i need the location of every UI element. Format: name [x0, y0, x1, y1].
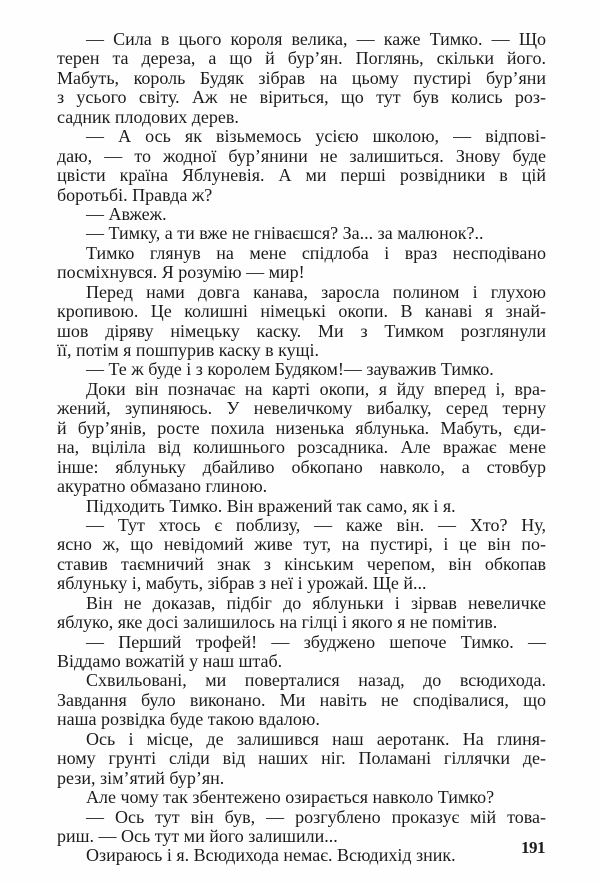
text-line: кропивою. Це колишні німецькі окопи. В канаві я знай-: [57, 301, 546, 322]
text-line: — Перший трофей! — збуджено шепоче Тимко. —: [86, 631, 546, 652]
body-text: [57, 30, 546, 866]
page-number: 191: [521, 838, 545, 857]
text-line: даю, — то жодної бур’янини не залишиться. Знову буде: [57, 145, 546, 166]
text-line: риш. — Ось тут ми його залишили...: [57, 825, 338, 846]
text-line: ному грунті сліди від наших ніг. Поламані гіллячки де-: [57, 748, 546, 769]
text-line: акуратно обмазано глиною.: [57, 476, 268, 497]
text-line: Завдання було виконано. Ми навіть не сподівалися, що: [57, 689, 546, 710]
text-line: з усього світу. Аж не віриться, що тут був колись роз-: [57, 87, 546, 108]
text-line: — Те ж буде і з королем Будяком!— зауважив Тимко.: [86, 359, 494, 380]
text-line: посміхнувся. Я розумію — мир!: [57, 262, 305, 283]
text-line: Перед нами довга канава, заросла полином і глухою: [86, 281, 546, 302]
text-line: терен та дереза, а що й бур’ян. Поглянь, скільки його.: [57, 48, 546, 69]
text-line: Він не доказав, підбіг до яблуньки і зірвав невеличке: [86, 592, 546, 613]
text-line: яблуко, яке досі залишилось на гілці і якого я не помітив.: [57, 612, 498, 633]
text-line: — Авжеж.: [86, 203, 167, 224]
text-line: на, вціліла від колишнього розсадника. Але вражає мене: [57, 437, 546, 458]
text-line: — Ось тут він був, — розгублено проказує мій това-: [86, 806, 546, 827]
text-line: ясно ж, що невідомий живе тут, на пустирі, і це він по-: [57, 534, 546, 555]
text-line: рези, зім’ятий бур’ян.: [57, 767, 225, 788]
text-line: й бур’янів, росте похила низенька яблунька. Мабуть, єди-: [57, 417, 546, 438]
text-line: яблуньку і, мабуть, зібрав з неї і урожай. Ще й...: [57, 573, 427, 594]
text-line: Тимко глянув на мене спідлоба і враз несподівано: [86, 242, 546, 263]
text-line: шов діряву німецьку каску. Ми з Тимком розглянули: [57, 320, 546, 341]
text-line: садник плодових дерев.: [57, 106, 239, 127]
text-line: — Сила в цього короля велика, — каже Тимко. — Що: [86, 29, 546, 49]
text-line: боротьбі. Правда ж?: [57, 184, 213, 205]
text-line: Схвильовані, ми поверталися назад, до всюдихода.: [86, 670, 546, 691]
text-line: наша розвідка буде такою вдалою.: [57, 709, 320, 730]
text-line: Підходить Тимко. Він вражений так само, як і я.: [86, 495, 456, 516]
text-line: Ось і місце, де залишився наш аеротанк. На глиня-: [86, 728, 546, 749]
text-line: Але чому так збентежено озирається навколо Тимко?: [86, 787, 495, 808]
text-line: її, потім я пошпурив каску в кущі.: [57, 340, 319, 360]
text-line: Мабуть, король Будяк зібрав на цьому пустирі бур’яни: [57, 67, 546, 88]
text-line: жений, зупиняюсь. У невеличкому вибалку, серед терну: [57, 398, 546, 419]
text-line: Віддамо вожатій у наш штаб.: [57, 651, 283, 671]
text-line: — Тут хтось є поблизу, — каже він. — Хто? Ну,: [86, 514, 546, 535]
text-line: Доки він позначає на карті окопи, я йду вперед і, вра-: [86, 378, 546, 399]
text-line: інше: яблуньку дбайливо обкопано навколо, а стовбур: [57, 456, 546, 477]
text-line: ставив таємничий знак з кінським черепом, він обкопав: [57, 553, 546, 574]
text-line: цвісти країна Яблуневія. А ми перші розвідники в цій: [57, 165, 546, 186]
text-line: — Тимку, а ти вже не гніваєшся? За... за малюнок?..: [86, 223, 484, 244]
text-line: Озираюсь і я. Всюдихода немає. Всюдихід зник.: [86, 845, 456, 866]
text-line: — А ось як візьмемось усією школою, — відпові-: [86, 126, 546, 147]
